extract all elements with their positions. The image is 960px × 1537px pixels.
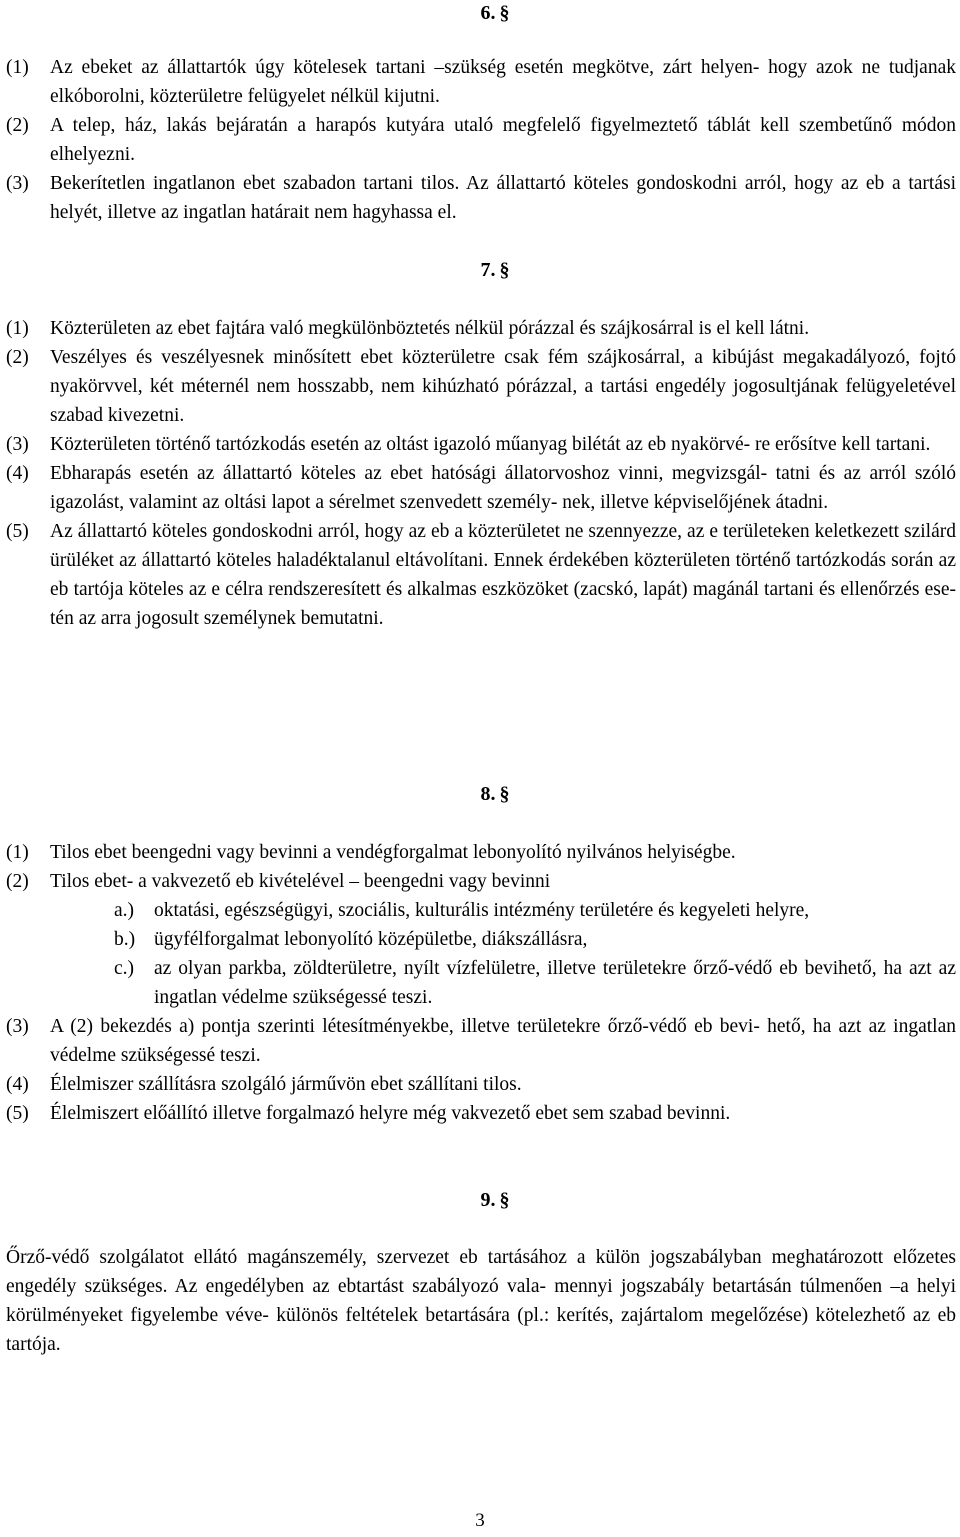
paragraph [6,169,956,227]
paragraph-text: A telep, ház, lakás bejáratán a harapós kutyára utaló megfelelő figyelmeztető táblát kell szembetűnő módon elhelyezni. [50,115,956,165]
section-8-number: 8. [480,783,496,805]
paragraph-text: Bekerítetlen ingatlanon ebet szabadon tartani tilos. Az állattartó köteles gondoskodni arról, hogy az eb a tartási helyét, illetve az ingatlan határait nem hagyhassa el. [50,173,956,223]
paragraph-number: (5) [6,1103,29,1124]
paragraph-number: (3) [6,434,29,455]
list-item-text: az olyan parkba, zöldterületre, nyílt vízfelületre, illetve területekre őrző-védő eb bevihető, ha azt az ingatlan védelme szükségessé teszi. [154,958,956,1008]
paragraph-number: (3) [6,1016,29,1037]
section-6-body [6,53,956,227]
section-8-body [6,838,956,1128]
list-item [6,896,956,925]
paragraph-text: Tilos ebet beengedni vagy bevinni a vendégforgalmat lebonyolító nyilvános helyiségbe. [50,842,736,863]
list-item-marker: a.) [114,900,135,921]
paragraph-text: Ebharapás esetén az állattartó köteles az ebet hatósági állatorvoshoz vinni, megvizsgál- tatni és az arról szóló igazolást, valamint az oltási lapot a sérelmet szenvedett személy- nek, illetve képviselőjének átadni. [50,463,956,513]
paragraph-number: (1) [6,842,29,863]
paragraph-number: (3) [6,173,29,194]
paragraph-number: (4) [6,463,29,484]
paragraph [6,1070,956,1099]
paragraph [6,867,956,896]
paragraph-number: (1) [6,318,29,339]
section-9-title [6,1187,956,1213]
paragraph [6,430,956,459]
paragraph [6,1012,956,1070]
section-9-body [6,1243,956,1359]
paragraph [6,517,956,633]
section-7-body [6,314,956,633]
list-item [6,954,956,1012]
page-number: 3 [475,1510,485,1531]
section-6-number: 6. [480,2,496,24]
paragraph [6,459,956,517]
paragraph [6,343,956,430]
paragraph-number: (2) [6,347,29,368]
paragraph-text: Tilos ebet- a vakvezető eb kivételével – beengedni vagy bevinni [50,871,551,892]
paragraph-text: Élelmiszer szállításra szolgáló járművön ebet szállítani tilos. [50,1074,522,1095]
list-item-marker: c.) [114,958,135,979]
paragraph-number: (2) [6,115,29,136]
paragraph-text: A (2) bekezdés a) pontja szerinti létesítményekbe, illetve területekre őrző-védő eb bevi- hető, ha azt az ingatlan védelme szükségessé teszi. [50,1016,956,1066]
paragraph-text: Közterületen az ebet fajtára való megkülönböztetés nélkül pórázzal és szájkosárral is el kell látni. [50,318,810,339]
paragraph [6,1099,956,1128]
section-6-title [6,0,956,26]
section-7-title [6,257,956,283]
list-item [6,925,956,954]
paragraph-text: Őrző-védő szolgálatot ellátó magánszemély, szervezet eb tartásához a külön jogszabályban meghatározott előzetes engedély szükséges. Az engedélyben az ebtartást szabályozó vala- mennyi jogszabály betartásán túlmenően –a helyi körülményeket figyelembe véve- különös feltételek betartására (pl.: kerítés, zajártalom megelőzése) kötelezhető az eb tartója. [6,1247,956,1355]
paragraph-text: Élelmiszert előállító illetve forgalmazó helyre még vakvezető ebet sem szabad bevinni. [50,1103,731,1124]
paragraph [6,838,956,867]
paragraph [6,314,956,343]
section-symbol: § [499,2,510,24]
paragraph [6,53,956,111]
section-symbol: § [499,259,510,281]
list-item-marker: b.) [114,929,136,950]
paragraph-number: (1) [6,57,29,78]
paragraph-text: Az állattartó köteles gondoskodni arról, hogy az eb a közterületet ne szennyezze, az e területeken keletkezett szilárd ürüléket az állattartó köteles haladéktalanul eltávolítani. Ennek érdekében közterületen történő tartózkodás során az eb tartója köteles az e célra rendszeresített és alkalmas eszközöket (zacskó, lapát) magánál tartani és ellenőrzés ese- tén az arra jogosult személynek bemutatni. [50,521,956,629]
paragraph-text: Az ebeket az állattartók úgy kötelesek tartani –szükség esetén megkötve, zárt helyen- hogy azok ne tudjanak elkóborolni, közterületre felügyelet nélkül kijutni. [50,57,956,107]
paragraph [6,111,956,169]
section-8-title [6,781,956,807]
section-7-number: 7. [480,259,496,281]
paragraph-number: (2) [6,871,29,892]
section-symbol: § [499,783,510,805]
paragraph-text: Közterületen történő tartózkodás esetén az oltást igazoló műanyag bilétát az eb nyakörvé- re erősítve kell tartani. [50,434,931,455]
section-9-number: 9. [480,1189,496,1211]
list-item-text: ügyfélforgalmat lebonyolító középületbe, diákszállásra, [154,929,588,950]
paragraph-number: (4) [6,1074,29,1095]
paragraph-text: Veszélyes és veszélyesnek minősített ebet közterületre csak fém szájkosárral, a kibújást megakadályozó, fojtó nyakörvvel, két méternél nem hosszabb, nem kihúzható pórázzal, a tartási engedély jogosultjának felügyeletével szabad kivezetni. [50,347,956,426]
paragraph-number: (5) [6,521,29,542]
list-item-text: oktatási, egészségügyi, szociális, kulturális intézmény területére és kegyeleti helyre, [154,900,810,921]
section-symbol: § [499,1189,510,1211]
